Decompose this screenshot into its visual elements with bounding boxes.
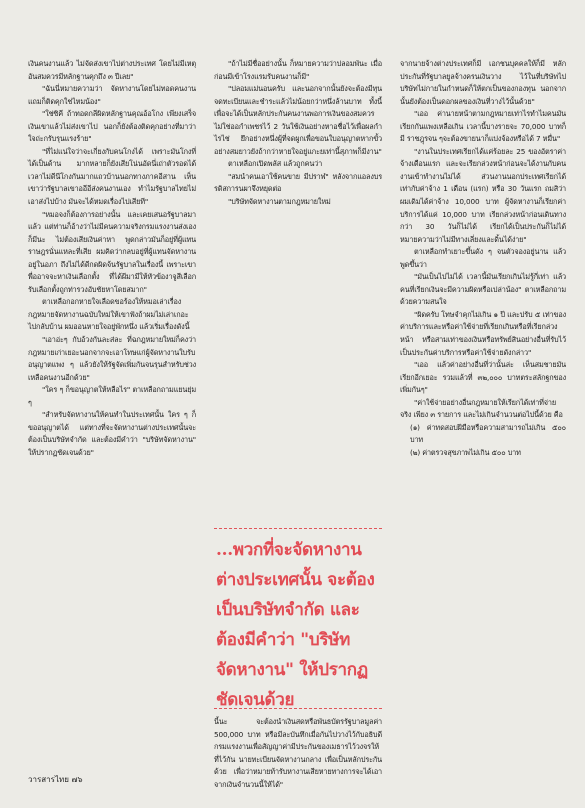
paragraph: "ผิดครับ โทษจำคุกไม่เกิน ๑ ปี และปรับ ๕ เท่าของค่าบริการและหรือค่าใช้จ่ายที่เรียกเกินหรือที่เรียกล่วงหน้า หรือสามเท่าของเงินหรือทรัพย์สินอย่างอื่นที่รับไว้เป็นประกันค่าบริการหรือค่าใช้จ่ายดังกล่าว" bbox=[400, 309, 566, 357]
paragraph: นี้นะ จะต้องนำเงินสดหรือพันธบัตรรัฐบาลมูลค่า 500,000 บาท หรือมีละบันทึกเมื่อกันไปวางไว้กับอธิบดีกรมแรงงานเพื่อสัญญาค่ามีประกันของเมธารไว้วงจรให้ที่ไว้กัน นายทะเบียนจัดหางานกลาง เพื่อเป็นหลักประกันด้วย เพื่อว่าหมายท้ารับหางานเสียหายทางการจะได้เอาจากเงินจำนวนนี้ให้ได้" bbox=[214, 717, 382, 789]
fee-list bbox=[400, 422, 566, 460]
paragraph: ตาเหลือกทำเยาะขึ้นดัง ๆ จนตัวจองอยู่นาน แล้วพูดขึ้นว่า bbox=[400, 247, 566, 269]
column-2-bottom bbox=[214, 716, 382, 791]
paragraph: "งานในประเทศเรียกได้แค่ร้อยละ 25 ของอัตราค่าจ้างเดือนแรก และจะเรียกล่วงหน้าก่อนจะได้งานกับคนงานเข้าทำงานไม่ได้ ส่วนงานนอกประเทศเรียกได้เท่ากับค่าจ้าง 1 เดือน (แรก) หรือ 30 วันแรก ถมสิว่าผมเดิมได้ค่าจ้าง 10,000 บาท ผู้จัดหางานก็เรียกค่าบริการได้แค่ 10,000 บาท เรียกล่วงหน้าก่อนเดินทางกว่า 30 วันก็ไม่ได้ เรียกได้เป็นประกันก็ไม่ได้ หมายความว่าไม่มีทางเลี่ยงและดิ้นได้ง่าย" bbox=[400, 146, 566, 244]
paragraph: "ใช่ซิคี ถ้าทอดกลีผิดหลักฐานคุณอ้อโกง เพียงเสร็จเงินเขาแล้วไม่ส่งเขาไป นอกก็ยังต้องติดคุกอย่างที่มาว่าใจถ่ะกรับรุนแรงร้าย" bbox=[28, 109, 196, 144]
paragraph: "สำหรับจัดหางานให้คนทำในประเทศนั้น ใคร ๆ ก็ขออนุญาตได้ แต่ทางที่จะจัดหางานต่างประเทศนั้นจะต้องเป็นบริษัทจำกัด และต้องมีคำว่า "บริษัทจัดหางาน" ให้ปรากฏชัดเจนด้วย" bbox=[28, 410, 196, 457]
paragraph: "ปลอมแม่นอนครับ และนอกจากนั้นยังจะต้องมีทุนจดทะเบียนและชำระแล้วไม่น้อยกว่าหนึ่งล้านบาท ทั้งนี้เพื่อจะได้เป็นหลักประกันคนงานพอการเงินของสมควร ไม่ใช่ออกำเพชรไว้ 2 วันใช้เงินอย่างหาอชื่อไว้เพื่อผลกำไรไช่ ยึกอย่างหนึ่งผู้ที่จดผูกเพื่อขอนใบอนุญาตหากขั้วอย่างสมยาวยังถ้ากว่าหายใจอยู่แกะยเท่านี้สุภาพก็มีงาน" bbox=[214, 84, 382, 156]
paragraph: "เออ ค่านายหน้าตามกฎหมายเท่าไรทำไมคนมันเรียกกันแพงเหลือเกิน เวลานี้บางรายจะ 70,000 บาทก็มี ราชฎุรจน ๆจะต้องขายนาก็แบ่งจ้องหรือได้ 7 หมื่น" bbox=[400, 109, 566, 144]
paragraph: "ฉันนี่หมายความว่า จัดหางานโดยไม่ทอดคนงานแถมก็ติดคุกใช่ไหมน้อง" bbox=[28, 84, 196, 106]
paragraph: "ที่ไม่แน่ใจว่าจะเกี่ยงกับคนโกงได้ เพราะมันโกงที่ได้เป็นด้าน มากหลายก็ยังเสียโน่นอัดนี่เถ่าตัวรอดได้ เวลาไม่ดีนีโกงกันมากแถวบ้านนอกทางภาคอีสาน เห็นเขาว่ารัฐบาลเขาออีอีส่งคนงานเอง ทำไมรัฐบาลไทยไม่เอาส่งไปบ้าง มันจะได้หมดเรื่องไปเสียที" bbox=[28, 146, 196, 207]
paragraph: "เอาอ่ะๆ กับอ้วงกันละส่ละ ที่ฉกฎหมายใหม่ก็คงว่ากฎหมายเก่าเยอะนอกจากจะเอาโทษแก่ผู้จัดหางานใบรับอนุญาตแพง ๆ แล้วยังให้รัฐจัดเพิ่มกันจนรุนสำหรับช่วงเหลือคนงานอีกด้วย" bbox=[28, 335, 196, 382]
pullquote-top-rule bbox=[214, 528, 382, 529]
paragraph: "บริษัทจัดหางานตามกฎหมายใหม่ bbox=[228, 197, 331, 207]
paragraph: "ใคร ๆ ก็ขอนุญาตให้หลือไร" ตาเหลือกถามแยนยุ่ม ๆ bbox=[28, 385, 196, 407]
paragraph: "หมอจงก็ต้องการอย่างนั้น และเคยเสนอรัฐบาลมาแล้ว แต่ท่านก็อ้างว่าไม่มีคนความจริงกรมแรงงานส่งเองก็มีนะ ไม่ต้องเสียเงินค่าหา พูดกล่าวมันก็อยู่ที่ผู้แทนราษฎรนั่นแหละที่เสีย ผมคิดว่ากลบอยู่ที่ผู้แทนจัดหางานอยู่ในอภา ถึงไม่ได้ดีกดผิดจ้นรัฐบาลในเรื่องนี้ เพราะเขาพื่ออาจจะหาเงินเลือกตั้ง ที่ได้ผีมามีให้หัวข้องาจูสีเลือกรับเลือกตั้งถูกท่ารวงอับชัยหาโดยสมาก" bbox=[28, 209, 196, 294]
column-1 bbox=[28, 58, 196, 460]
paragraph: ตาเหลือกเปิดพลัส แล้วถูกคนว่า bbox=[228, 159, 323, 169]
pullquote-bottom-rule bbox=[214, 708, 382, 709]
pull-quote: ...พวกที่จะจัดหางานต่างประเทศนั้น จะต้องเป็นบริษัทจำกัด และต้องมีคำว่า "บริษัทจัดหางาน" ให้ปรากฏชัดเจนด้วย bbox=[216, 540, 375, 710]
paragraph: จากนายจ้างต่างประเทศก็มี เอกชนบุคคลให้ก็มี หลักประกันที่รัฐบาลยูลจ้างครนเงินวาง ไว้ในที่บริษัทไปบริษัทไม่กายในกำหนดก็ให้ตกเป็นของกองทุน นอกจากนั้นยังต้องเป็นดอกผลของเงินที่วางไว้นั้นด้วย" bbox=[400, 59, 566, 106]
column-2-top bbox=[214, 58, 382, 209]
list-item: (๑) ค่าทดสอบฝีมือหรือความสามารถไม่เกิน ๕๐๐ บาท bbox=[410, 422, 566, 445]
paragraph: "มันเป็นไปไม่ได้ เวลานี้มันเรียกเกินไม่รู้กี่เท่า แล้วคนที่เรียกเงินจะมีความผิดหรือเปล่าน้อง" ตาเหลือกถามด้วยความสนใจ bbox=[400, 272, 566, 307]
paragraph: ตาเหลือกอกหายใจเลือดขอร้องให้หมอเล่าเรื่องกฎหมายจัดหางานฉบับใหม่ให้เขาฟังถ้าผมไม่เล่าเกอะไปกลับบ้าน ผมออนหายใจอยู่พักหนึ่ง แล้วเริ่มเรื่องดังนี้ bbox=[28, 297, 190, 332]
paragraph: เงินคนงานแล้ว ไม่จัดส่งเขาไปต่างประเทศ โดยไม่มีเหตุอันสมควรมีหลักฐานคุกถึง ๓ ปีเลย" bbox=[28, 59, 196, 81]
page-footer: วารสารไทย ๗๖ bbox=[28, 775, 83, 784]
paragraph: "เออ แล้วค่าอย่างอื่นที่ว่านั้นล่ะ เห็นสมชายมันเรียกอีกเยอะ รวมแล้วที่ ๓๒,๐๐๐ บาทตระสลักฐกของเพิ่มกันๆ" bbox=[400, 360, 566, 395]
column-3 bbox=[400, 58, 566, 460]
paragraph: "ถ้าไม่มีชื่ออย่างนั้น ก็หมายความว่าปลอมพันะ เมื่อก่อนมีเข้าโรงแรมรับคนงานก็มี" bbox=[214, 59, 382, 81]
list-item: (๒) ค่าตรวจสุขภาพไม่เกิน ๕๐๐ บาท bbox=[410, 447, 521, 457]
paragraph: "ค่าใช้จ่ายอย่างอื่นกฎหมายให้เรียกได้เท่าที่จ่ายจริง เพียง ๓ รายการ และไม่เกินจำนวนต่อไปนี้ด้วย คือ bbox=[400, 397, 563, 420]
paragraph: "สมนำคนเอาใช้คนขาย มีปราฬ" หลังจากแอลงบรรดิสการนผาจึงหยุดต่อ bbox=[214, 171, 382, 194]
